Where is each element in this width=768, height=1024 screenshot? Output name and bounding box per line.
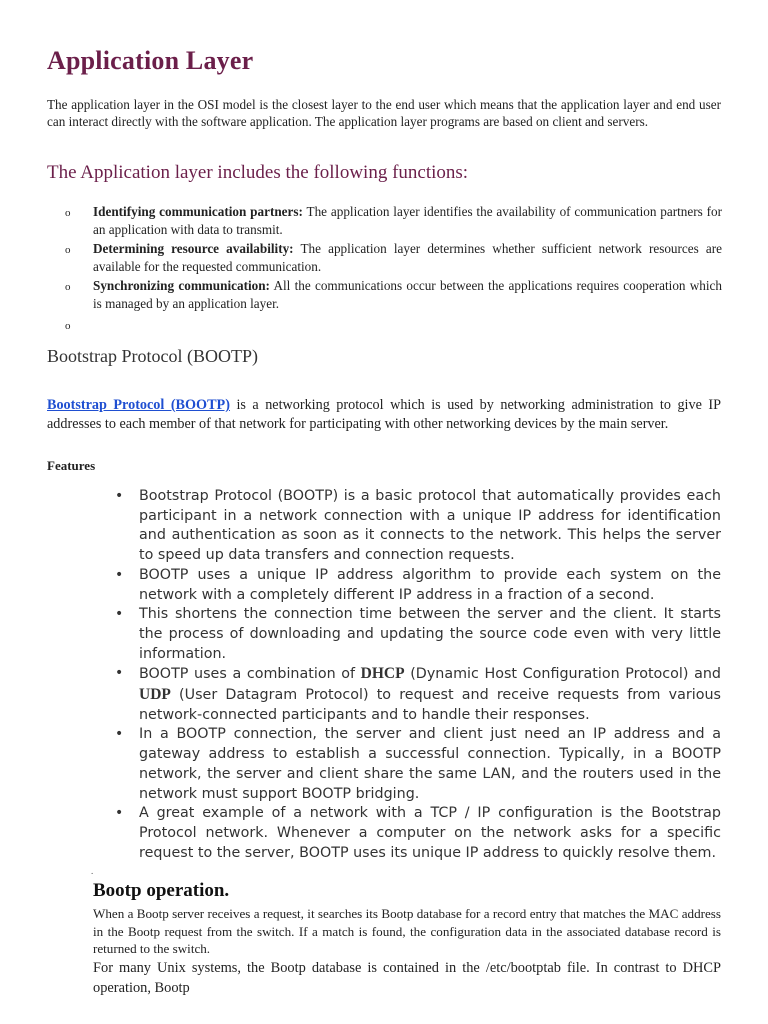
circle-bullet-icon: o xyxy=(65,207,71,219)
feature-text: This shortens the connection time between the server and the client. It starts the process of downloading and updating the source code even with very little information. xyxy=(139,606,721,662)
dhcp-term: DHCP xyxy=(360,665,405,683)
functions-heading: The Application layer includes the following functions: xyxy=(47,162,469,183)
intro-paragraph: The application layer in the OSI model is the closest layer to the end user which means that the application layer and end user can interact directly with the software application. The application layer programs are based on client and servers. xyxy=(47,97,721,129)
feature-text: BOOTP uses a unique IP address algorithm to provide each system on the network with a completely different IP address in a fraction of a second. xyxy=(139,566,721,603)
function-term: Determining resource availability: xyxy=(93,241,294,256)
feature-text: A great example of a network with a TCP / IP configuration is the Bootstrap Protocol network. Whenever a computer on the network asks for a specific request to the server, BOOTP uses its unique IP address to quickly resolve them. xyxy=(139,805,721,861)
functions-list xyxy=(65,203,722,336)
function-text: All the communications occur between the applications requires cooperation which is managed by an application layer. xyxy=(93,278,722,311)
bootp-intro-paragraph xyxy=(47,396,721,433)
circle-bullet-icon: o xyxy=(65,281,71,293)
stray-mark: . xyxy=(91,866,94,876)
feature-item xyxy=(112,664,721,725)
bootp-intro-text: is a networking protocol which is used by networking administration to give IP addresses to each member of that network for participating with other networking devices by the main server. xyxy=(47,397,721,432)
disc-bullet-icon: • xyxy=(115,488,124,504)
disc-bullet-icon: • xyxy=(115,566,124,583)
function-term: Identifying communication partners: xyxy=(93,204,303,219)
feature-item xyxy=(112,725,721,804)
feature-text: Bootstrap Protocol (BOOTP) is a basic protocol that automatically provides each participant in a network connection with a unique IP address for identification and authentication as soon as it connects to the network. This helps the server to speed up data transfers and connection requests. xyxy=(139,488,721,564)
features-list xyxy=(112,487,721,863)
disc-bullet-icon: • xyxy=(115,726,124,743)
bootp-heading: Bootstrap Protocol (BOOTP) xyxy=(47,346,258,366)
function-term: Synchronizing communication: xyxy=(93,278,270,293)
operation-paragraph-1: When a Bootp server receives a request, it searches its Bootp database for a record entry that matches the MAC address in the Bootp request from the switch. If a match is found, the configuration data in the associated database record is returned to the switch. xyxy=(93,906,721,956)
function-item xyxy=(65,240,722,275)
function-item xyxy=(65,277,722,312)
udp-term: UDP xyxy=(139,686,171,704)
function-text: The application layer determines whether sufficient network resources are available for the requested communication. xyxy=(93,241,722,274)
disc-bullet-icon: • xyxy=(115,606,124,623)
operation-paragraph-2: For many Unix systems, the Bootp database is contained in the /etc/bootptab file. In contrast to DHCP operation, Bootp xyxy=(93,960,721,996)
feature-text-mid: (Dynamic Host Configuration Protocol) and xyxy=(404,666,721,683)
page-title: Application Layer xyxy=(47,46,254,75)
disc-bullet-icon: • xyxy=(115,805,124,822)
feature-text-post: (User Datagram Protocol) to request and receive requests from various network-connected participants and to handle their responses. xyxy=(139,687,721,723)
feature-text-pre: BOOTP uses a combination of xyxy=(139,666,361,683)
function-text: The application layer identifies the availability of communication partners for an application with data to transmit. xyxy=(93,204,722,237)
disc-bullet-icon: • xyxy=(115,665,124,682)
feature-text: In a BOOTP connection, the server and client just need an IP address and a gateway address to establish a successful connection. Typically, in a BOOTP network, the server and client share the same LAN, and the routers used in the network must support BOOTP bridging. xyxy=(139,726,721,802)
feature-item xyxy=(112,605,721,664)
feature-item xyxy=(112,566,721,605)
bootp-link[interactable]: Bootstrap Protocol (BOOTP) xyxy=(47,397,230,413)
function-item-empty xyxy=(65,316,722,334)
function-item xyxy=(65,203,722,238)
feature-item xyxy=(112,804,721,863)
features-label: Features xyxy=(47,458,96,473)
circle-bullet-icon: o xyxy=(65,244,71,256)
operation-heading: Bootp operation. xyxy=(93,880,230,901)
circle-bullet-icon: o xyxy=(65,320,71,332)
feature-item xyxy=(112,487,721,566)
